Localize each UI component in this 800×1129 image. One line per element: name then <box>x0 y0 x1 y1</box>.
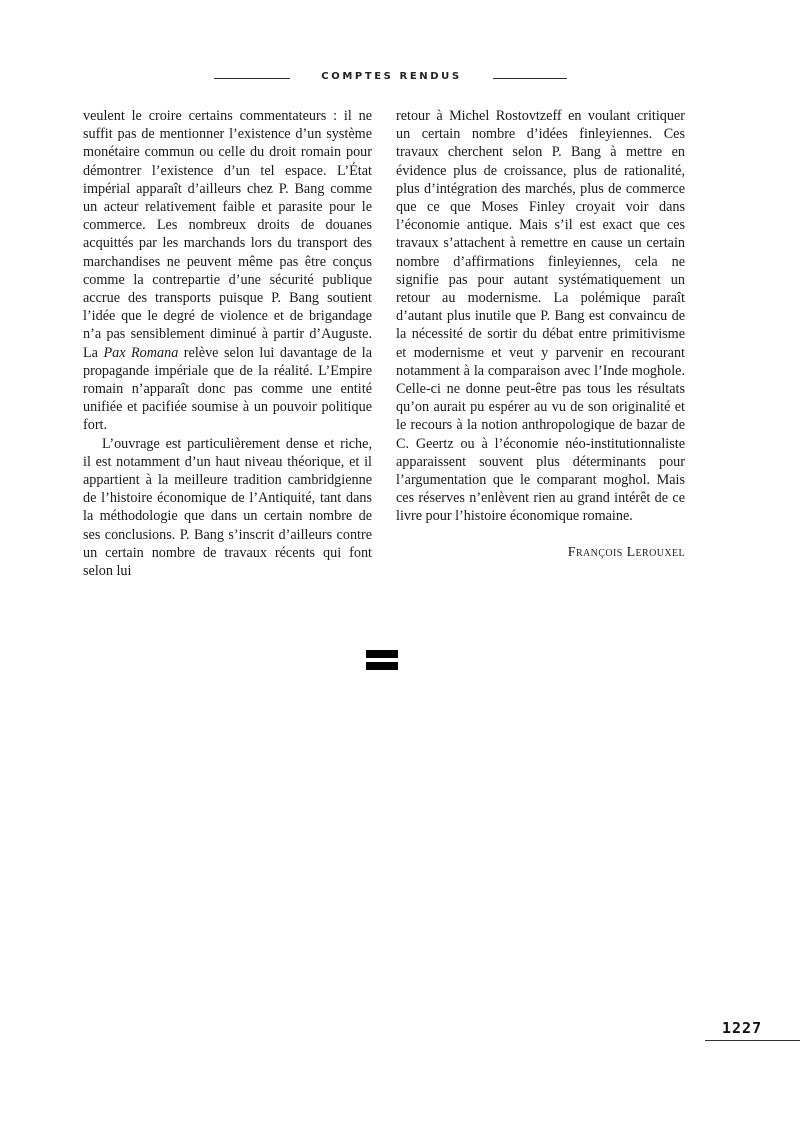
left-column <box>83 107 372 580</box>
paragraph-text-end: relève selon lui davantage de la propagande impériale que de la réalité. L’Empire romain n’apparaît donc pas comme une entité unifiée et pacifiée soumise à un pouvoir politique fort. <box>83 344 372 434</box>
end-of-article-mark <box>366 650 398 670</box>
paragraph: retour à Michel Rostovtzeff en voulant critiquer un certain nombre d’idées finleyiennes. Ces travaux cherchent selon P. Bang à mettre en évidence plus de croissance, plus de rationalité, plus d’intégration des marchés, plus de commerce que ce que Moses Finley croyait voir dans l’économie antique. Mais s’il est exact que ces travaux s’attachent à remettre en cause un certain nombre d’affirmations finleyiennes, cela ne signifie pas pour autant systématiquement un retour au modernisme. La polémique paraît d’autant plus inutile que P. Bang est convaincu de la nécessité de sortir du débat entre primitivisme et modernisme et veut y parvenir en recourant notamment à la comparaison avec l’Inde moghole. Celle-ci ne donne peut-être pas tous les résultats qu’on aurait pu espérer au vu de son originalité et le recours à la notion anthropologique de bazar de C. Geertz ou à l’économie néo-institutionnaliste apparaissent souvent plus déterminants pour l’argumentation que le comparant moghol. Mais ces réserves n’enlèvent rien au grand intérêt de ce livre pour l’histoire économique romaine. <box>396 108 685 525</box>
header-rule-left <box>214 78 290 79</box>
footer-rule <box>705 1040 800 1041</box>
paragraph-text: veulent le croire certains commentateurs : il ne suffit pas de mentionner l’existence d’un système monétaire commun ou celle du droit romain pour démontrer l’existence d’un tel espace. L’État impérial apparaît d’ailleurs chez P. Bang comme un acteur relativement faible et parasite pour le commerce. Les nombreux droits de douanes acquittés par les marchands lors du transport des marchandises ne peuvent même pas être conçus comme la contrepartie d’une sécurité publique accrue des transports puisque P. Bang soutient l’idée que le degré de violence et de brigandage n’a pas sensiblement diminué à partir d’Auguste. La <box>83 108 372 361</box>
paragraph-continuation <box>83 107 372 435</box>
header-rule-right <box>493 78 567 79</box>
author-signature: François Lerouxel <box>567 544 685 560</box>
right-column <box>396 107 685 562</box>
page-number: 1227 <box>722 1019 763 1037</box>
end-mark-bar-bottom <box>366 662 398 670</box>
italic-term: Pax Romana <box>103 344 179 361</box>
paragraph: L’ouvrage est particulièrement dense et riche, il est notamment d’un haut niveau théorique, et il appartient à la meilleure tradition cambridgienne de l’histoire économique de l’Antiquité, tant dans la méthodologie que dans un certain nombre de ses conclusions. P. Bang s’inscrit d’ailleurs contre un certain nombre de travaux récents qui font selon lui <box>83 435 372 580</box>
running-header: COMPTES RENDUS <box>321 71 462 82</box>
end-mark-bar-top <box>366 650 398 658</box>
